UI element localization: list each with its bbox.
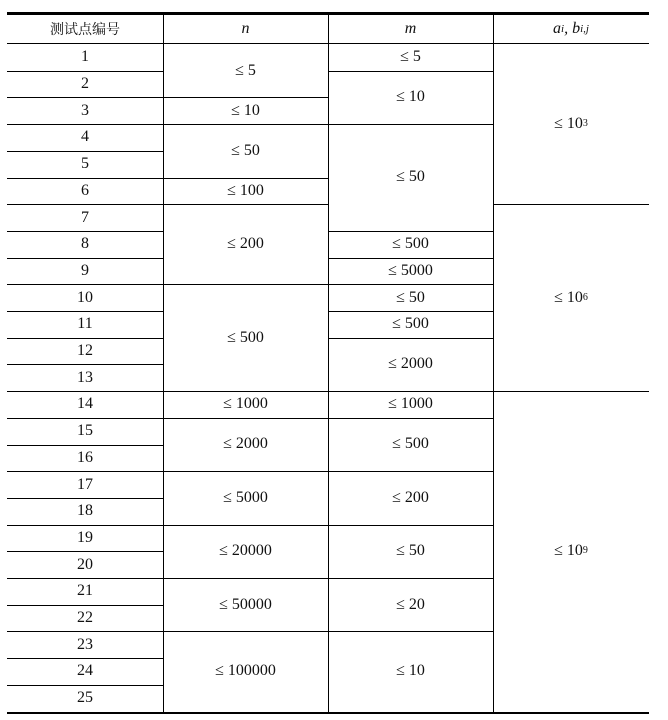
test-id-cell: 1 <box>81 48 89 66</box>
ab-constraint-cell: ≤ 10 6 <box>554 288 588 306</box>
group-separator <box>328 418 493 419</box>
group-separator <box>163 631 328 632</box>
n-constraint-cell: ≤ 1000 <box>223 395 268 413</box>
test-id-cell: 3 <box>81 101 89 119</box>
n-constraint-cell: ≤ 5 <box>235 61 256 79</box>
test-id-cell: 25 <box>77 689 93 707</box>
row-separator <box>7 658 163 659</box>
header-n: n <box>241 19 250 37</box>
test-id-cell: 22 <box>77 609 93 627</box>
n-constraint-cell: ≤ 50000 <box>219 595 272 613</box>
test-id-cell: 8 <box>81 235 89 253</box>
test-id-cell: 9 <box>81 261 89 279</box>
row-separator <box>7 498 163 499</box>
group-separator <box>163 97 328 98</box>
n-constraint-cell: ≤ 5000 <box>223 488 268 506</box>
test-id-cell: 4 <box>81 128 89 146</box>
n-constraint-cell: ≤ 200 <box>227 235 264 253</box>
table-bottom-rule <box>7 712 649 715</box>
test-id-cell: 11 <box>77 315 93 333</box>
row-separator <box>7 71 163 72</box>
test-id-cell: 19 <box>77 528 93 546</box>
row-separator <box>7 258 163 259</box>
group-separator <box>163 391 328 392</box>
test-id-cell: 10 <box>77 288 93 306</box>
header-a-b: a i , b i,j <box>553 19 589 37</box>
m-constraint-cell: ≤ 500 <box>392 435 429 453</box>
group-separator <box>163 124 328 125</box>
test-id-cell: 14 <box>77 395 93 413</box>
test-id-cell: 20 <box>77 555 93 573</box>
row-separator <box>7 685 163 686</box>
ab-constraint-cell: ≤ 10 9 <box>554 542 588 560</box>
m-constraint-cell: ≤ 2000 <box>388 355 433 373</box>
n-constraint-cell: ≤ 100000 <box>215 662 276 680</box>
row-separator <box>7 124 163 125</box>
group-separator <box>163 578 328 579</box>
m-constraint-cell: ≤ 5 <box>400 48 421 66</box>
row-separator <box>7 605 163 606</box>
group-separator <box>328 124 493 125</box>
group-separator <box>328 284 493 285</box>
test-id-cell: 23 <box>77 635 93 653</box>
header-m: m <box>404 19 417 37</box>
m-constraint-cell: ≤ 1000 <box>388 395 433 413</box>
m-constraint-cell: ≤ 50 <box>396 542 425 560</box>
header-a-letter: a <box>553 19 562 37</box>
row-separator <box>7 338 163 339</box>
row-separator <box>7 284 163 285</box>
ab-constraint-cell: ≤ 10 3 <box>554 115 588 133</box>
test-id-cell: 21 <box>77 582 93 600</box>
n-constraint-cell: ≤ 20000 <box>219 542 272 560</box>
n-constraint-cell: ≤ 10 <box>231 101 260 119</box>
m-constraint-cell: ≤ 10 <box>396 88 425 106</box>
test-id-cell: 6 <box>81 181 89 199</box>
header-test-id: 测试点编号 <box>50 21 120 38</box>
m-constraint-cell: ≤ 20 <box>396 595 425 613</box>
row-separator <box>7 551 163 552</box>
row-separator <box>7 151 163 152</box>
m-constraint-cell: ≤ 500 <box>392 315 429 333</box>
test-id-cell: 17 <box>77 475 93 493</box>
test-id-cell: 2 <box>81 75 89 93</box>
group-separator <box>328 391 493 392</box>
test-id-cell: 24 <box>77 662 93 680</box>
group-separator <box>328 71 493 72</box>
group-separator <box>493 391 649 392</box>
row-separator <box>7 204 163 205</box>
test-id-cell: 15 <box>77 422 93 440</box>
m-constraint-cell: ≤ 500 <box>392 235 429 253</box>
row-separator <box>7 525 163 526</box>
group-separator <box>163 471 328 472</box>
row-separator <box>7 311 163 312</box>
m-constraint-cell: ≤ 50 <box>396 288 425 306</box>
test-id-cell: 18 <box>77 502 93 520</box>
m-constraint-cell: ≤ 10 <box>396 662 425 680</box>
group-separator <box>328 231 493 232</box>
row-separator <box>7 631 163 632</box>
m-constraint-cell: ≤ 5000 <box>388 261 433 279</box>
group-separator <box>328 578 493 579</box>
row-separator <box>7 578 163 579</box>
row-separator <box>7 445 163 446</box>
row-separator <box>7 97 163 98</box>
group-separator <box>328 631 493 632</box>
m-constraint-cell: ≤ 50 <box>396 168 425 186</box>
group-separator <box>493 204 649 205</box>
group-separator <box>163 418 328 419</box>
group-separator <box>328 471 493 472</box>
m-constraint-cell: ≤ 200 <box>392 488 429 506</box>
test-id-cell: 12 <box>77 342 93 360</box>
row-separator <box>7 391 163 392</box>
row-separator <box>7 364 163 365</box>
test-id-cell: 13 <box>77 368 93 386</box>
n-constraint-cell: ≤ 50 <box>231 141 260 159</box>
group-separator <box>328 338 493 339</box>
group-separator <box>163 178 328 179</box>
n-constraint-cell: ≤ 2000 <box>223 435 268 453</box>
row-separator <box>7 231 163 232</box>
row-separator <box>7 471 163 472</box>
n-constraint-cell: ≤ 100 <box>227 181 264 199</box>
group-separator <box>328 258 493 259</box>
n-constraint-cell: ≤ 500 <box>227 328 264 346</box>
row-separator <box>7 178 163 179</box>
group-separator <box>328 525 493 526</box>
group-separator <box>328 311 493 312</box>
group-separator <box>163 204 328 205</box>
group-separator <box>163 525 328 526</box>
test-id-cell: 7 <box>81 208 89 226</box>
row-separator <box>7 418 163 419</box>
header-b-letter: , b <box>564 19 581 37</box>
group-separator <box>163 284 328 285</box>
test-id-cell: 5 <box>81 155 89 173</box>
test-id-cell: 16 <box>77 448 93 466</box>
